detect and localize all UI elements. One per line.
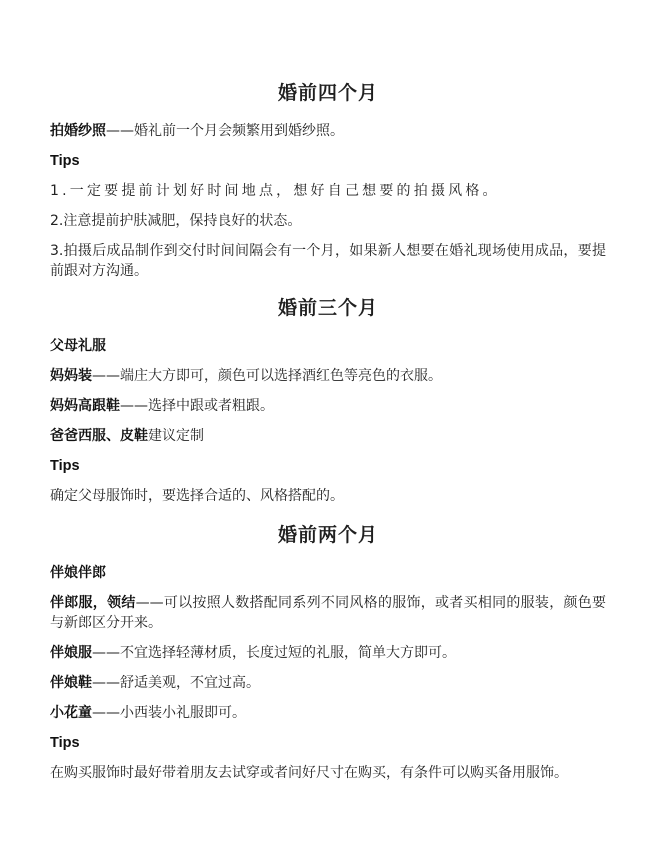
tip-product-delivery: 3.拍摄后成品制作到交付时间间隔会有一个月，如果新人想要在婚礼现场使用成品，要提前跟对方沟通。 [50,243,606,279]
label-groomsmen-suit: 伴郎服，领结 [50,595,136,611]
tip-skin-care: 2.注意提前护肤减肥，保持良好的状态。 [50,213,302,229]
paragraph-groomsmen-suit [50,593,606,633]
section-title-two-months: 婚前两个月 [277,524,378,546]
tip-plan-ahead: 1.一定要提前计划好时间地点，想好自己想要的拍摄风格。 [50,183,500,199]
tips-label: Tips [50,153,80,169]
paragraph-bridesmaid-shoes [50,673,606,693]
label-mother-heels: 妈妈高跟鞋 [50,398,120,414]
tips-label: Tips [50,735,80,751]
label-father-suit: 爸爸西服、皮鞋 [50,428,148,444]
tip-try-on-with-friends: 在购买服饰时最好带着朋友去试穿或者问好尺寸在购买，有条件可以购买备用服饰。 [50,765,568,781]
paragraph-father-suit [50,426,606,446]
text-wedding-photos: ——婚礼前一个月会频繁用到婚纱照。 [106,123,344,139]
paragraph-wedding-photos [50,121,606,141]
section-title-three-months: 婚前三个月 [277,297,378,319]
label-wedding-photos: 拍婚纱照 [50,123,106,139]
text-bridesmaid-dress: ——不宜选择轻薄材质，长度过短的礼服，简单大方即可。 [92,645,456,661]
paragraph-mother-dress [50,366,606,386]
subheading-bridesmaids-groomsmen: 伴娘伴郎 [50,565,106,581]
text-father-suit: 建议定制 [148,428,204,444]
paragraph-flower-child [50,703,606,723]
paragraph-bridesmaid-dress [50,643,606,663]
label-flower-child: 小花童 [50,705,92,721]
text-mother-dress: ——端庄大方即可，颜色可以选择酒红色等亮色的衣服。 [92,368,442,384]
tip-parents-style: 确定父母服饰时，要选择合适的、风格搭配的。 [50,488,344,504]
text-bridesmaid-shoes: ——舒适美观，不宜过高。 [92,675,260,691]
section-title-four-months: 婚前四个月 [277,82,378,104]
paragraph-mother-heels [50,396,606,416]
tips-label: Tips [50,458,80,474]
label-bridesmaid-shoes: 伴娘鞋 [50,675,92,691]
text-mother-heels: ——选择中跟或者粗跟。 [120,398,274,414]
article-body [50,78,606,783]
label-bridesmaid-dress: 伴娘服 [50,645,92,661]
text-flower-child: ——小西装小礼服即可。 [92,705,246,721]
label-mother-dress: 妈妈装 [50,368,92,384]
text-groomsmen-suit: ——可以按照人数搭配同系列不同风格的服饰，或者买相同的服装，颜色要与新郎区分开来。 [50,595,607,631]
subheading-parents-attire: 父母礼服 [50,338,106,354]
